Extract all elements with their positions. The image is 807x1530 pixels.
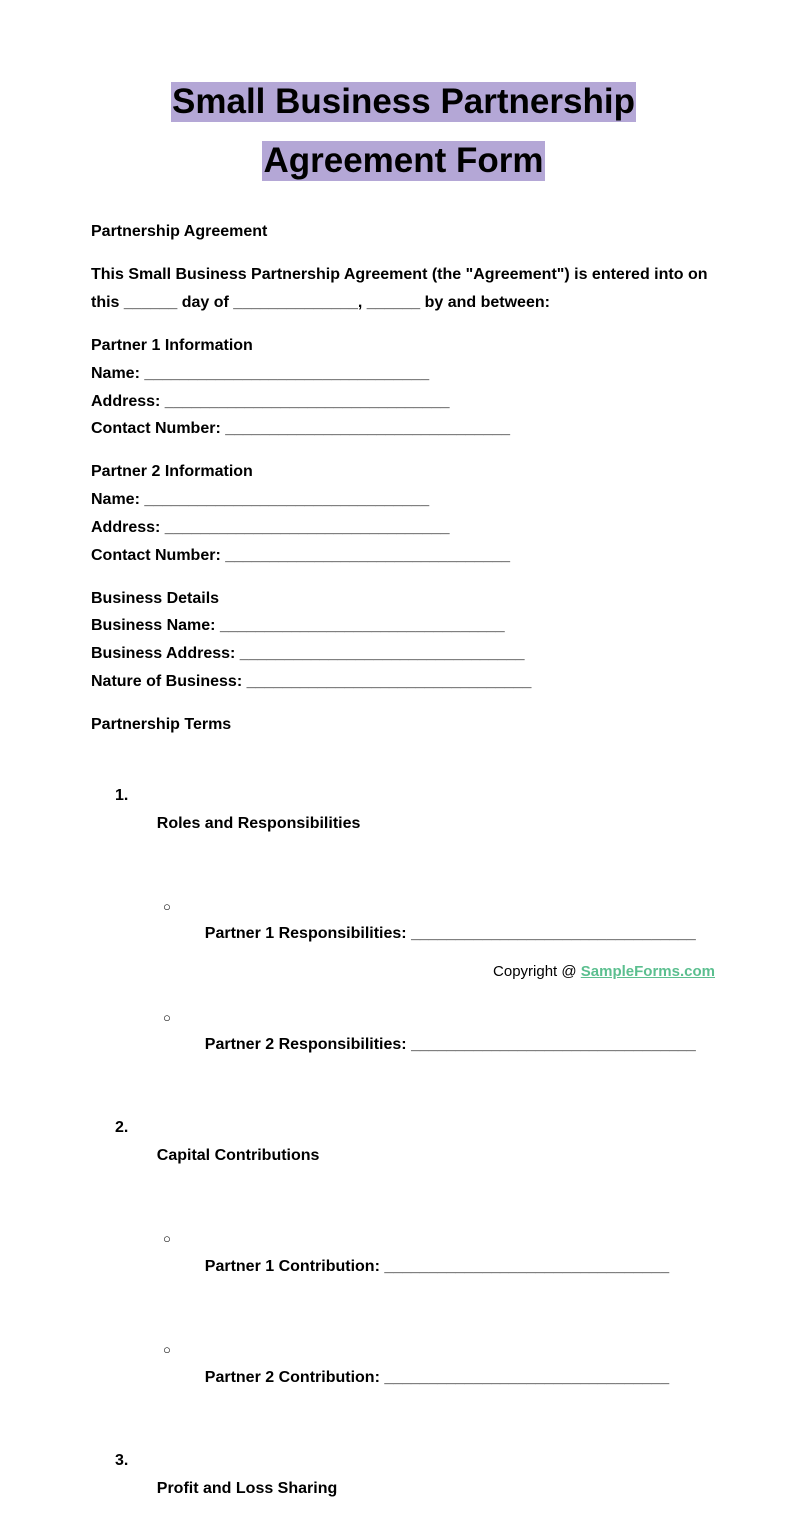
document-body (91, 218, 731, 1530)
document-title (0, 82, 807, 181)
business-address-field[interactable]: Business Address: ________________________________ (91, 645, 525, 663)
partner1-heading: Partner 1 Information (91, 337, 253, 355)
business-heading: Business Details (91, 589, 220, 607)
business-name-field[interactable]: Business Name: ________________________________ (91, 617, 505, 635)
circle-bullet-icon: ○ (163, 898, 171, 914)
partner1-name-field[interactable]: Name: ________________________________ (91, 364, 430, 382)
intro-paragraph: This Small Business Partnership Agreement (the "Agreement") is entered into on this ______ day of ______________, ______ by and between: (91, 266, 708, 311)
partner2-name-field[interactable]: Name: ________________________________ (91, 491, 430, 509)
sub-item-label: Partner 2 Contribution: ________________________________ (204, 1368, 670, 1386)
terms-item-roles (91, 754, 731, 865)
partner2-contact-field[interactable]: Contact Number: ________________________________ (91, 546, 510, 564)
sampleforms-link[interactable]: SampleForms.com (580, 963, 715, 980)
sub-item-label: Partner 2 Responsibilities: ________________________________ (204, 1036, 696, 1054)
partner2-address-field[interactable]: Address: ________________________________ (91, 518, 450, 536)
partner1-contribution-field[interactable] (91, 1198, 731, 1309)
title-line-2: Agreement Form (263, 141, 544, 180)
terms-heading: Partnership Terms (91, 716, 232, 734)
sub-item-label: Partner 1 Responsibilities: ________________________________ (204, 925, 696, 943)
circle-bullet-icon: ○ (163, 1342, 171, 1358)
list-item-label: Profit and Loss Sharing (156, 1479, 338, 1497)
circle-bullet-icon: ○ (163, 1009, 171, 1025)
business-nature-field[interactable]: Nature of Business: ________________________________ (91, 672, 532, 690)
partner2-contribution-field[interactable] (91, 1308, 731, 1419)
terms-item-profit-loss (91, 1419, 731, 1530)
list-item-label: Capital Contributions (156, 1147, 320, 1165)
list-item-label: Roles and Responsibilities (156, 814, 361, 832)
list-number: 3. (115, 1451, 129, 1469)
title-line-1: Small Business Partnership (172, 82, 635, 121)
partner1-contact-field[interactable]: Contact Number: ________________________________ (91, 420, 510, 438)
list-number: 2. (115, 1119, 129, 1137)
copyright-footer (493, 963, 715, 980)
terms-item-capital (91, 1087, 731, 1198)
partner2-responsibilities-field[interactable] (91, 976, 731, 1087)
sub-item-label: Partner 1 Contribution: ________________________________ (204, 1257, 670, 1275)
partner1-address-field[interactable]: Address: ________________________________ (91, 392, 450, 410)
list-number: 1. (115, 786, 129, 804)
agreement-heading: Partnership Agreement (91, 223, 268, 240)
partner2-heading: Partner 2 Information (91, 463, 253, 481)
copyright-prefix: Copyright @ (493, 963, 581, 980)
partner1-responsibilities-field[interactable] (91, 865, 731, 976)
circle-bullet-icon: ○ (163, 1231, 171, 1247)
